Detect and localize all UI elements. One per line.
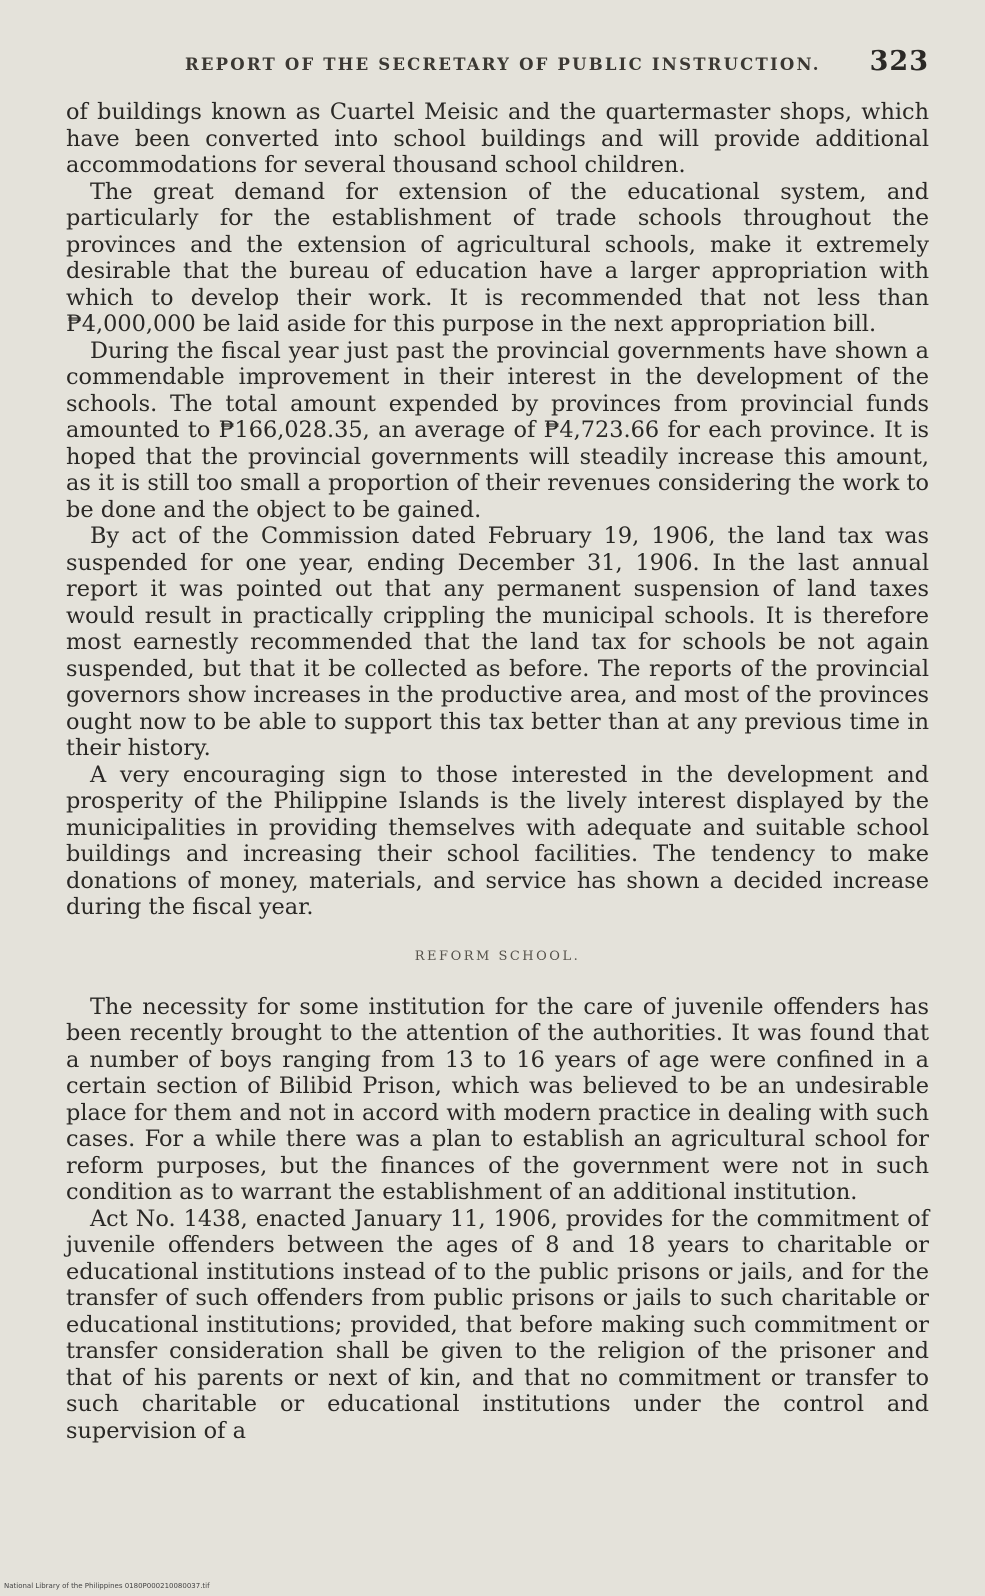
paragraph: The necessity for some institution for the care of juvenile offenders has been recently brought to the attention of the authorities. It was found that a number of boys ranging from 13 to 16 years of age were confined in a certain section of Bilibid Prison, which was believed to be an undesirable place for them and not in accord with modern practice in dealing with such cases. For a while there was a plan to establish an agricultural school for reform purposes, but the finances of the government were not in such condition as to warrant the establishment of an additional institution. bbox=[66, 993, 929, 1205]
scan-credit: National Library of the Philippines 0180P000210080037.tif bbox=[4, 1582, 210, 1590]
running-head bbox=[66, 46, 929, 77]
section-heading: REFORM SCHOOL. bbox=[414, 948, 581, 964]
paragraph: of buildings known as Cuartel Meisic and the quartermaster shops, which have been converted into school buildings and will provide additional accommodations for several thousand school children. bbox=[66, 99, 929, 178]
paragraph: A very encouraging sign to those interested in the development and prosperity of the Philippine Islands is the lively interest displayed by the municipalities in providing themselves with adequate and suitable school buildings and increasing their school facilities. The tendency to make donations of money, materials, and service has shown a decided increase during the fiscal year. bbox=[66, 761, 929, 920]
running-title: REPORT OF THE SECRETARY OF PUBLIC INSTRUCTION. bbox=[184, 55, 821, 74]
page-number: 323 bbox=[869, 46, 929, 77]
paragraph: By act of the Commission dated February 19, 1906, the land tax was suspended for one year, ending December 31, 1906. In the last annual report it was pointed out that any permanent suspension of land taxes would result in practically crippling the municipal schools. It is therefore most earnestly recommended that the land tax for schools be not again suspended, but that it be collected as before. The reports of the provincial governors show increases in the productive area, and most of the provinces ought now to be able to support this tax better than at any previous time in their history. bbox=[66, 523, 929, 761]
body-text bbox=[66, 99, 929, 1444]
paragraph: During the fiscal year just past the provincial governments have shown a commendable improvement in their interest in the development of the schools. The total amount expended by provinces from provincial funds amounted to ₱166,028.35, an average of ₱4,723.66 for each province. It is hoped that the provincial governments will steadily increase this amount, as it is still too small a proportion of their revenues considering the work to be done and the object to be gained. bbox=[66, 337, 929, 523]
paragraph: The great demand for extension of the educational system, and particularly for the establishment of trade schools throughout the provinces and the extension of agricultural schools, make it extremely desirable that the bureau of education have a larger appropriation with which to develop their work. It is recommended that not less than ₱4,000,000 be laid aside for this purpose in the next appropriation bill. bbox=[66, 178, 929, 337]
paragraph: Act No. 1438, enacted January 11, 1906, provides for the commitment of juvenile offenders between the ages of 8 and 18 years to charitable or educational institutions instead of to the public prisons or jails, and for the transfer of such offenders from public prisons or jails to such charitable or educational institutions; provided, that before making such commitment or transfer consideration shall be given to the religion of the prisoner and that of his parents or next of kin, and that no commitment or transfer to such charitable or educational institutions under the control and supervision of a bbox=[66, 1205, 929, 1444]
